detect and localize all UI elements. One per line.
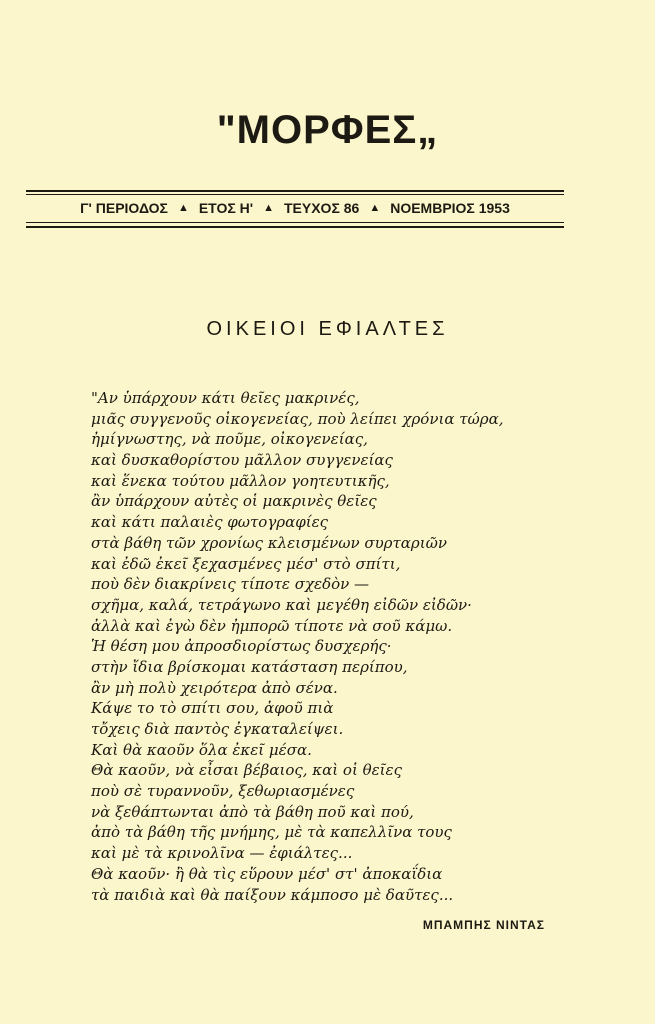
poem-line: καὶ ἐδῶ ἐκεῖ ξεχασμένες μέσ' στὸ σπίτι, [91,554,401,573]
poem-line: νὰ ξεθάπτωνται ἀπὸ τὰ βάθη ποῦ καὶ πού, [91,802,414,821]
poem-line: μιᾶς συγγενοῦς οἰκογενείας, ποὺ λείπει χρόνια τώρα, [91,409,504,428]
triangle-icon: ▲ [369,202,381,214]
poem-line: ἀλλὰ καὶ ἐγὼ δὲν ἠμπορῶ τίποτε νὰ σοῦ κάμω. [91,616,453,635]
triangle-icon: ▲ [177,202,189,214]
poem-line: καὶ ἕνεκα τούτου μᾶλλον γοητευτικῆς, [91,471,390,490]
poem-line: ἠμίγνωστης, νὰ ποῦμε, οἰκογενείας, [91,430,368,449]
poem-line: στὴν ἴδια βρίσκομαι κατάσταση περίπου, [91,657,408,676]
poem-line: Καὶ θὰ καοῦν ὅλα ἐκεῖ μέσα. [91,740,312,759]
issue-number: ΤΕΥΧΟΣ 86 [283,200,360,216]
poem-line: ἂν ὑπάρχουν αὐτὲς οἱ μακρινὲς θεῖες [91,492,377,511]
poem-line: καὶ κάτι παλαιὲς φωτογραφίες [91,513,329,532]
poem-line: Ἡ θέση μου ἀπροσδιορίστως δυσχερής· [91,637,392,656]
header-rule-top-inner [26,194,564,195]
poem-line: στὰ βάθη τῶν χρονίως κλεισμένων συρταριῶν [91,533,447,552]
poem-line: καὶ μὲ τὰ κρινολῖνα — ἐφιάλτες... [91,844,353,863]
poem-line: τὰ παιδιὰ καὶ θὰ παίξουν κάμποσο μὲ δαῦτες... [91,885,454,904]
header-rule-top [26,190,564,192]
issue-info-line [26,200,564,216]
poem-line: "Αν ὑπάρχουν κάτι θεῖες μακρινές, [91,389,360,407]
poem-line: Θὰ καοῦν· ἢ θὰ τὶς εὕρουν μέσ' στ' ἀποκαΐδια [91,864,443,883]
issue-year: ΕΤΟΣ Η' [198,200,254,216]
poem-line: ἀπὸ τὰ βάθη τῆς μνήμης, μὲ τὰ καπελλῖνα τους [91,823,452,842]
masthead-title: "ΜΟΡΦΕΣ„ [216,108,439,152]
poem-line: καὶ δυσκαθορίστου μᾶλλον συγγενείας [91,451,393,470]
poem-title: ΟΙΚΕΙΟΙ ΕΦΙΑΛΤΕΣ [206,318,449,340]
header-rule-bottom-inner [26,222,564,223]
triangle-icon: ▲ [263,202,274,214]
header-rule-bottom [26,226,564,228]
poem-line: ἂν μὴ πολὺ χειρότερα ἀπὸ σένα. [91,678,338,697]
issue-date: ΝΟΕΜΒΡΙΟΣ 1953 [390,200,510,216]
poem-body [91,388,551,905]
poem-line: σχῆμα, καλά, τετράγωνο καὶ μεγέθη εἰδῶν εἰδῶν· [91,595,472,614]
poem-line: ποὺ σὲ τυραννοῦν, ξεθωριασμένες [91,782,355,801]
author-signature: ΜΠΑΜΠΗΣ ΝΙΝΤΑΣ [422,918,545,932]
poem-line: Θὰ καοῦν, νὰ εἶσαι βέβαιος, καὶ οἱ θεῖες [91,761,403,780]
issue-period: Γ' ΠΕΡΙΟΔΟΣ [80,200,168,216]
poem-line: τὄχεις διὰ παντὸς ἐγκαταλείψει. [91,720,344,738]
poem-line: ποὺ δὲν διακρίνεις τίποτε σχεδὸν — [91,575,370,594]
poem-line: Κάψε το τὸ σπίτι σου, ἀφοῦ πιὰ [91,699,334,718]
